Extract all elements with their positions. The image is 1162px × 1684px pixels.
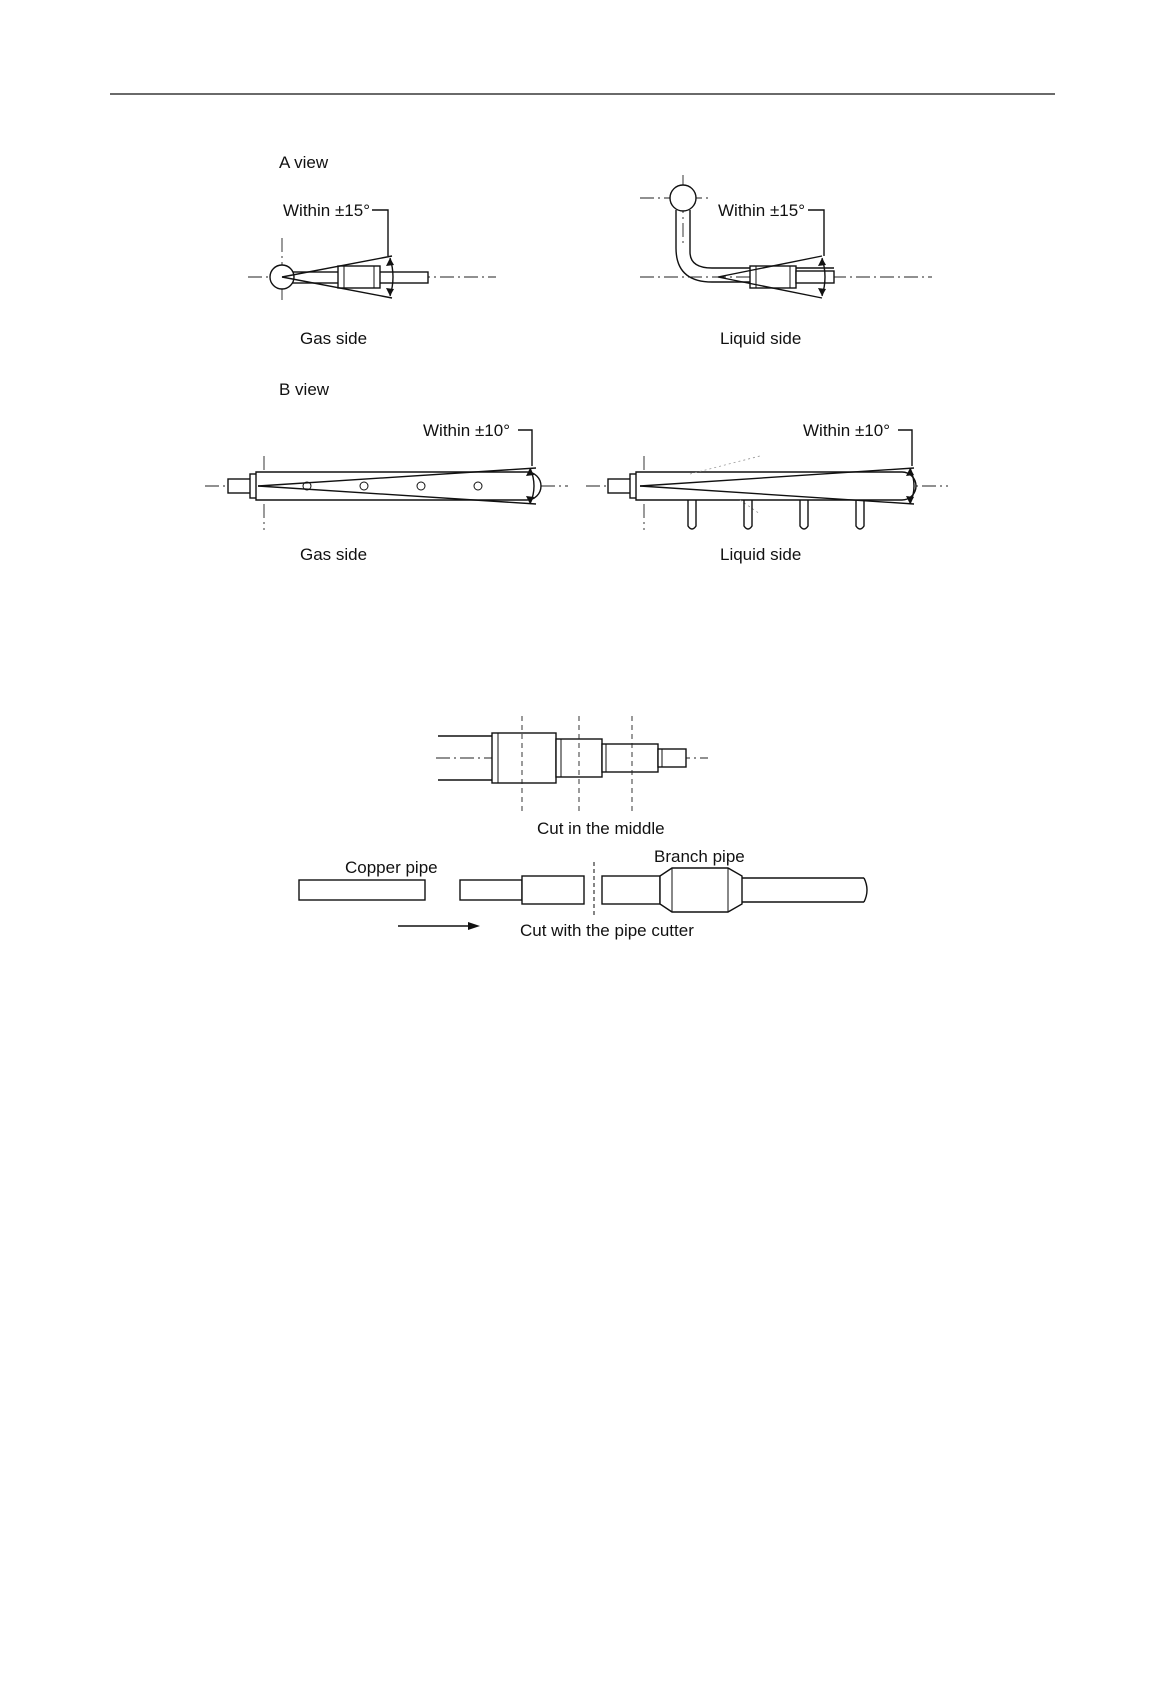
copper-pipe xyxy=(299,880,425,900)
reducer-cut-diagram xyxy=(436,716,708,812)
b-view-gas-diagram xyxy=(205,430,568,530)
a-view-liquid-caption: Liquid side xyxy=(720,329,802,348)
a-view-gas-caption: Gas side xyxy=(300,329,368,348)
b-view-liquid-angle-label: Within ±10° xyxy=(803,421,890,440)
a-view-liquid-diagram xyxy=(640,175,932,298)
a-view-gas-diagram xyxy=(248,210,496,300)
a-view-liquid-angle-label: Within ±15° xyxy=(718,201,805,220)
cut-in-middle-label: Cut in the middle xyxy=(537,819,665,838)
arrow-right-icon xyxy=(468,922,480,930)
copper-pipe-label: Copper pipe xyxy=(345,858,438,877)
a-view-title: A view xyxy=(279,153,329,172)
b-view-title: B view xyxy=(279,380,330,399)
a-view-gas-angle-label: Within ±15° xyxy=(283,201,370,220)
b-view-gas-caption: Gas side xyxy=(300,545,368,564)
b-view-liquid-caption: Liquid side xyxy=(720,545,802,564)
b-view-liquid-diagram xyxy=(586,430,948,530)
branch-pipe-label: Branch pipe xyxy=(654,847,745,866)
pipe-cutter-label: Cut with the pipe cutter xyxy=(520,921,694,940)
b-view-gas-angle-label: Within ±10° xyxy=(423,421,510,440)
